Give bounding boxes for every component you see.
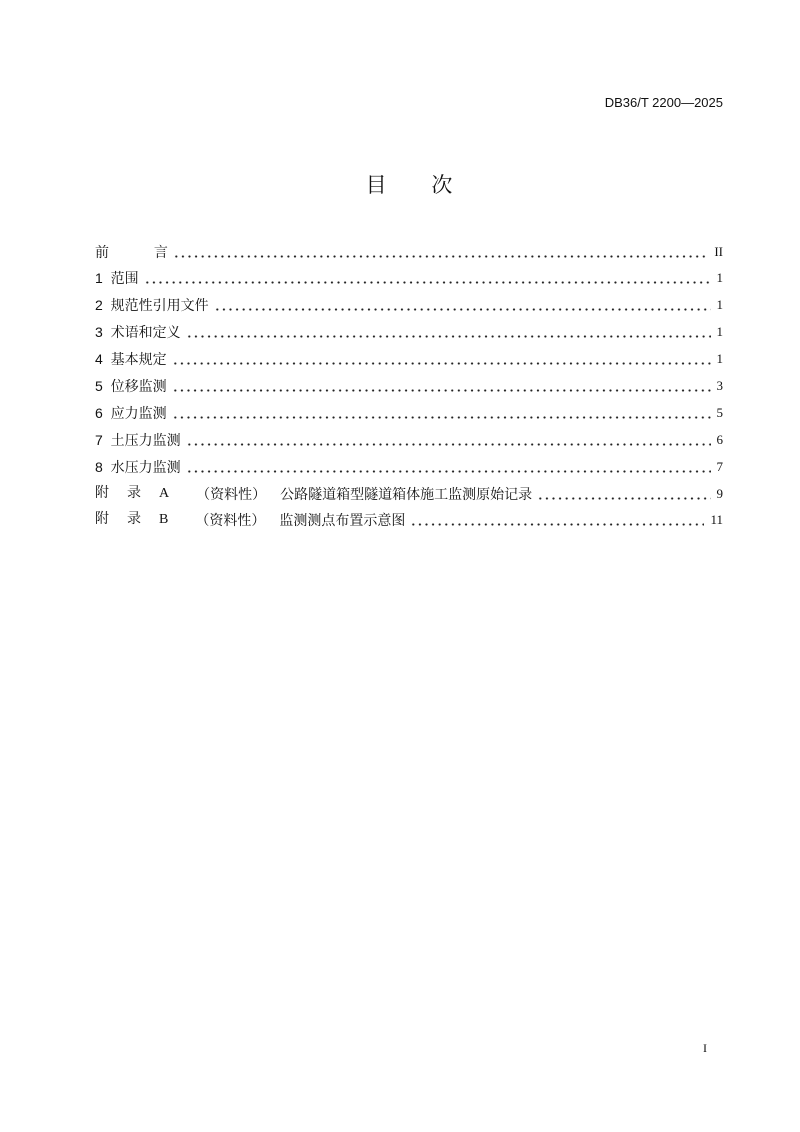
toc-entry-page: 7 bbox=[716, 458, 723, 474]
toc-entry-page: 9 bbox=[716, 485, 723, 501]
toc-entry-page: 5 bbox=[716, 404, 723, 420]
page-number: I bbox=[703, 1041, 707, 1055]
annex-nature: （资料性） bbox=[196, 485, 267, 502]
leader-dots bbox=[173, 239, 708, 266]
toc-entry-page: 11 bbox=[710, 512, 723, 528]
leader-dots bbox=[186, 319, 711, 346]
leader-dots bbox=[410, 507, 704, 534]
leader-dots bbox=[537, 481, 710, 508]
toc-entry-label: 5 位移监测 bbox=[95, 377, 167, 394]
toc-entry-label: 6 应力监测 bbox=[95, 404, 167, 421]
toc-entry-terms-definitions[interactable] bbox=[95, 319, 723, 346]
leader-dots bbox=[144, 265, 711, 292]
toc-entry-page: 1 bbox=[716, 270, 723, 286]
leader-dots bbox=[214, 292, 711, 319]
toc-entry-page: 1 bbox=[716, 324, 723, 340]
toc-entry-normative-references[interactable] bbox=[95, 292, 723, 319]
leader-dots bbox=[172, 373, 711, 400]
leader-dots bbox=[172, 346, 711, 373]
annex-nature: （资料性） bbox=[195, 512, 266, 529]
toc-entry-label: 7 土压力监测 bbox=[95, 431, 181, 448]
leader-dots bbox=[186, 454, 711, 481]
toc-entry-label: 4 基本规定 bbox=[95, 351, 167, 368]
toc-entry-label: 1 范围 bbox=[95, 270, 139, 287]
toc-entry-label: 8 水压力监测 bbox=[95, 458, 181, 475]
toc-entry-displacement-monitoring[interactable] bbox=[95, 373, 723, 400]
annex-title: 公路隧道箱型隧道箱体施工监测原始记录 bbox=[280, 485, 533, 502]
toc-entry-water-pressure-monitoring[interactable] bbox=[95, 454, 723, 481]
toc-entry-basic-provisions[interactable] bbox=[95, 346, 723, 373]
toc-entry-preface[interactable] bbox=[95, 239, 723, 266]
toc-entry-page: 1 bbox=[716, 297, 723, 313]
toc-entry-page: 1 bbox=[716, 351, 723, 367]
annex-title: 监测测点布置示意图 bbox=[279, 512, 406, 529]
toc-entry-label: 前 言 bbox=[95, 243, 168, 260]
leader-dots bbox=[172, 400, 711, 427]
annex-label: 附 录 B bbox=[95, 512, 169, 528]
toc-entry-annex-b[interactable] bbox=[95, 507, 723, 534]
toc-title: 目 次 bbox=[365, 173, 453, 197]
toc-entry-page: 6 bbox=[716, 431, 723, 447]
toc-entry-annex-a[interactable] bbox=[95, 481, 723, 508]
toc-entry-page: 3 bbox=[716, 377, 723, 393]
table-of-contents bbox=[95, 239, 723, 535]
toc-entry-stress-monitoring[interactable] bbox=[95, 400, 723, 427]
toc-entry-earth-pressure-monitoring[interactable] bbox=[95, 427, 723, 454]
leader-dots bbox=[186, 427, 711, 454]
annex-label: 附 录 A bbox=[95, 485, 170, 501]
toc-entry-page: II bbox=[714, 243, 723, 259]
document-code: DB36/T 2200—2025 bbox=[604, 95, 723, 110]
toc-entry-label: 2 规范性引用文件 bbox=[95, 297, 209, 314]
toc-entry-scope[interactable] bbox=[95, 265, 723, 292]
toc-entry-label: 3 术语和定义 bbox=[95, 324, 181, 341]
